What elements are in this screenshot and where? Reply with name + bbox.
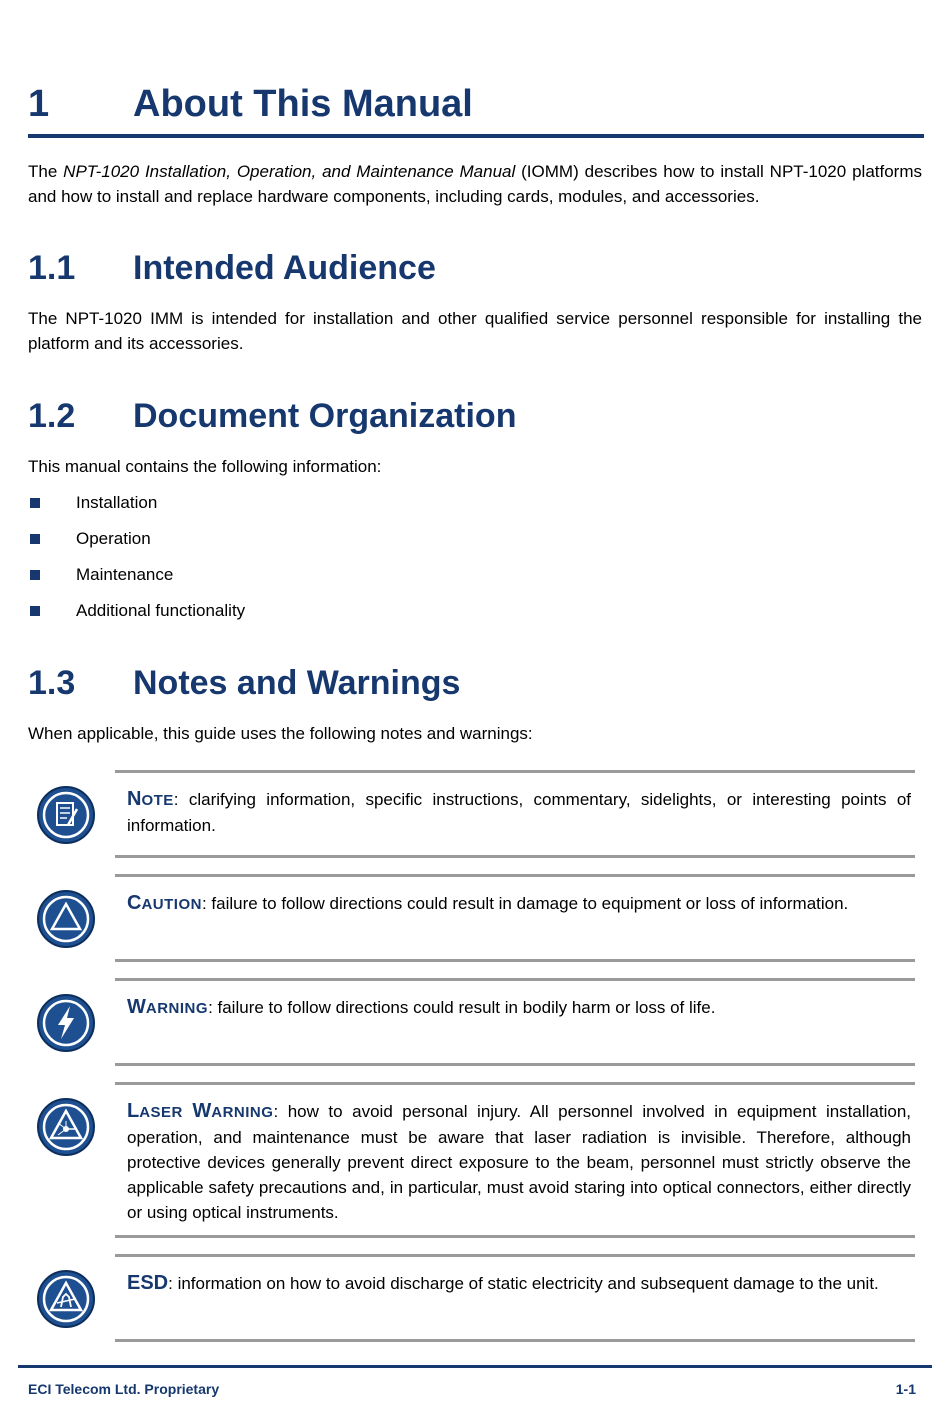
list-item-label: Installation <box>76 493 158 512</box>
bullet-square-icon <box>30 570 40 580</box>
laser-warning-icon <box>36 1097 96 1157</box>
section-number: 1.2 <box>28 397 76 435</box>
section-number: 1.3 <box>28 664 76 702</box>
footer-rule <box>18 1365 932 1368</box>
organization-intro: This manual contains the following information: <box>28 457 382 476</box>
intro-paragraph <box>28 159 922 209</box>
note-label: NOTE <box>127 788 174 810</box>
esd-text <box>127 1271 911 1297</box>
list-item-label: Maintenance <box>76 565 174 584</box>
warning-icon <box>36 993 96 1053</box>
laser-warning-label: LASER WARNING <box>127 1100 274 1122</box>
section-title: Document Organization <box>133 397 517 435</box>
esd-icon <box>36 1269 96 1329</box>
chapter-title: About This Manual <box>133 83 473 125</box>
list-item-label: Additional functionality <box>76 601 246 620</box>
esd-body: : information on how to avoid discharge of static electricity and subsequent damage to the unit. <box>168 1274 879 1293</box>
warning-body: : failure to follow directions could result in bodily harm or loss of life. <box>208 998 716 1017</box>
section-number: 1.1 <box>28 249 76 287</box>
bullet-square-icon <box>30 606 40 616</box>
caution-icon <box>36 889 96 949</box>
laser-warning-box <box>115 1082 915 1238</box>
note-body: : clarifying information, specific instructions, commentary, sidelights, or interesting points of information. <box>127 790 911 835</box>
caution-label: CAUTION <box>127 892 202 914</box>
warning-text <box>127 995 911 1021</box>
note-box <box>115 770 915 858</box>
note-text <box>127 787 911 838</box>
list-item-label: Operation <box>76 529 151 548</box>
intro-text-before: The <box>28 162 64 181</box>
footer-proprietary: ECI Telecom Ltd. Proprietary <box>28 1381 220 1397</box>
section-title: Notes and Warnings <box>133 664 461 702</box>
bullet-square-icon <box>30 498 40 508</box>
esd-label: ESD <box>127 1272 169 1294</box>
chapter-number: 1 <box>28 83 50 125</box>
section-heading-notes-and-warnings <box>28 659 924 707</box>
caution-text <box>127 891 911 917</box>
notes-intro: When applicable, this guide uses the following notes and warnings: <box>28 724 533 743</box>
caution-body: : failure to follow directions could result in damage to equipment or loss of information. <box>201 894 849 913</box>
warning-box <box>115 978 915 1066</box>
section-heading-intended-audience <box>28 244 924 292</box>
note-icon <box>36 785 96 845</box>
section-title: Intended Audience <box>133 249 436 287</box>
page-number: 1-1 <box>895 1381 916 1397</box>
intro-text-after: (IOMM) describes how to install NPT-1020 platforms and how to install and replace hardware components, including cards, modules, and accessories. <box>28 162 922 206</box>
bullet-square-icon <box>30 534 40 544</box>
warning-label: WARNING <box>127 996 209 1018</box>
audience-paragraph: The NPT-1020 IMM is intended for installation and other qualified service personnel responsible for installing the platform and its accessories. <box>28 309 922 353</box>
chapter-heading <box>28 78 924 138</box>
manual-name: NPT-1020 Installation, Operation, and Maintenance Manual <box>63 162 516 181</box>
caution-box <box>115 874 915 962</box>
section-heading-document-organization <box>28 392 924 440</box>
laser-warning-text <box>127 1099 911 1225</box>
esd-box <box>115 1254 915 1342</box>
laser-warning-body: : how to avoid personal injury. All personnel involved in equipment installation, operation, and maintenance must be aware that laser radiation is invisible. Therefore, although protective devices generally prevent direct exposure to the beam, personnel must strictly observe the applicable safety precautions and, in particular, must avoid staring into optical connectors, either directly or using optical instruments. <box>127 1102 912 1222</box>
